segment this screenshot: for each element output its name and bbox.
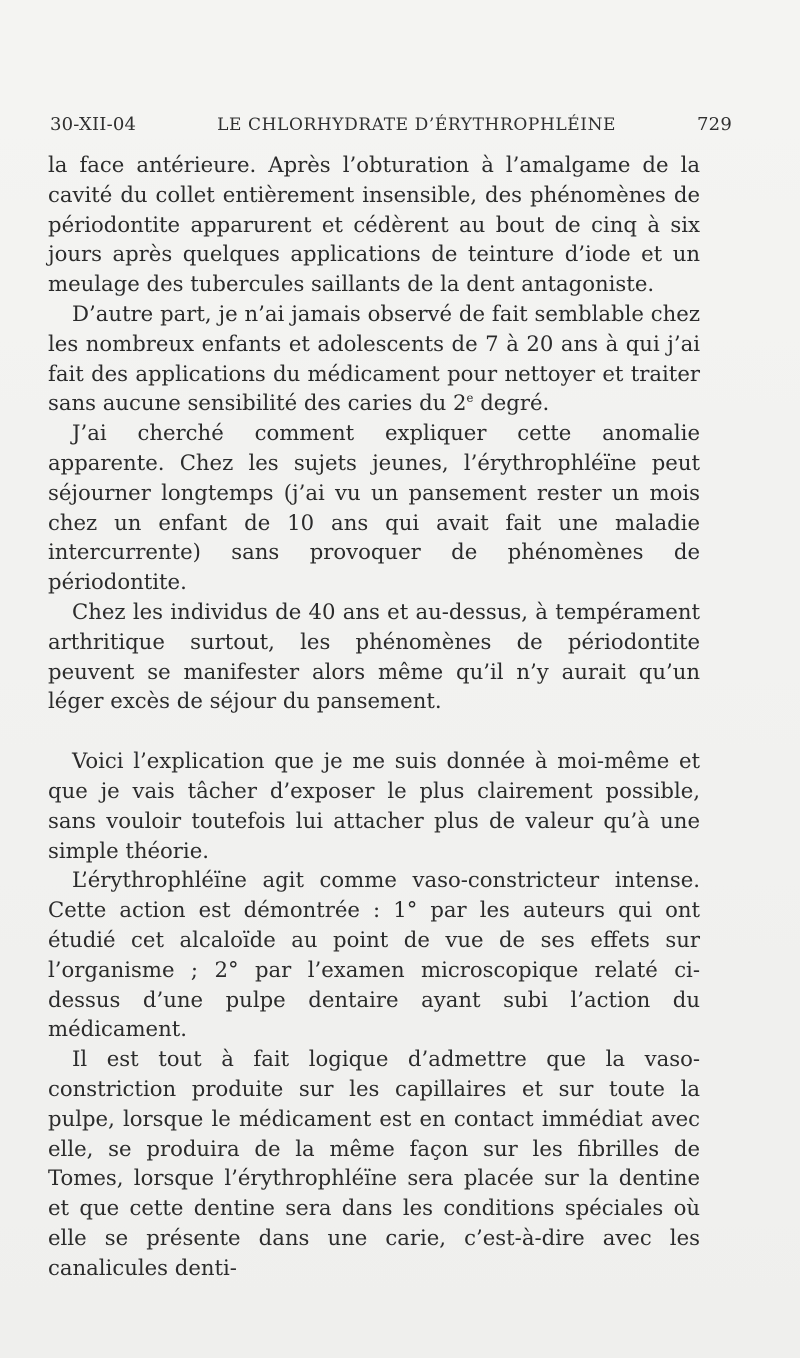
paragraph [48, 299, 700, 418]
header-date: 30-XII-04 [50, 114, 137, 135]
ordinal-superscript: e [466, 391, 474, 406]
header-title: LE CHLORHYDRATE D’ÉRYTHROPHLÉINE [217, 115, 617, 135]
paragraph-text-end: degré. [473, 390, 550, 416]
paragraph-continued: la face antérieure. Après l’obturation à l’amalgame de la cavité du collet entièrement insensible, des phénomènes de périodontite apparurent et cédèrent au bout de cinq à six jours après quelques applications de teinture d’iode et un meulage des tubercules saillants de la dent antagoniste. [48, 152, 700, 297]
paragraph: L’érythrophléïne agit comme vaso-constricteur intense. Cette action est démontrée : 1° par les auteurs qui ont étudié cet alcaloïde au point de vue de ses effets sur l’organisme ; 2° par l’examen microscopique relaté ci-dessus d’une pulpe dentaire ayant subi l’action du médicament. [48, 867, 700, 1042]
paragraph: Voici l’explication que je me suis donnée à moi-même et que je vais tâcher d’exposer le plus clairement possible, sans vouloir toutefois lui attacher plus de valeur qu’à une simple théorie. [48, 748, 700, 863]
running-header [50, 114, 732, 146]
paragraph: Il est tout à fait logique d’admettre que la vaso-constriction produite sur les capillaires et sur toute la pulpe, lorsque le médicament est en contact immédiat avec elle, se produira de la même façon sur les fibrilles de Tomes, lorsque l’érythrophléïne sera placée sur la dentine et que cette dentine sera dans les conditions spéciales où elle se présente dans une carie, c’est-à-dire avec les canalicules denti- [48, 1046, 700, 1280]
body-text [48, 150, 700, 1282]
paragraph: J’ai cherché comment expliquer cette anomalie apparente. Chez les sujets jeunes, l’érythrophléïne peut séjourner longtemps (j’ai vu un pansement rester un mois chez un enfant de 10 ans qui avait fait une maladie intercurrente) sans provoquer de phénomènes de périodontite. [48, 420, 700, 595]
page-number: 729 [697, 114, 732, 135]
paragraph: Chez les individus de 40 ans et au-dessus, à tempérament arthritique surtout, les phénomènes de périodontite peuvent se manifester alors même qu’il n’y aurait qu’un léger excès de séjour du pansement. [48, 598, 700, 714]
paragraph-text: D’autre part, je n’ai jamais observé de fait semblable chez les nombreux enfants et adolescents de 7 à 20 ans à qui j’ai fait des applications du médicament pour nettoyer et traiter sans aucune sensibilité des caries du 2 [48, 300, 700, 416]
